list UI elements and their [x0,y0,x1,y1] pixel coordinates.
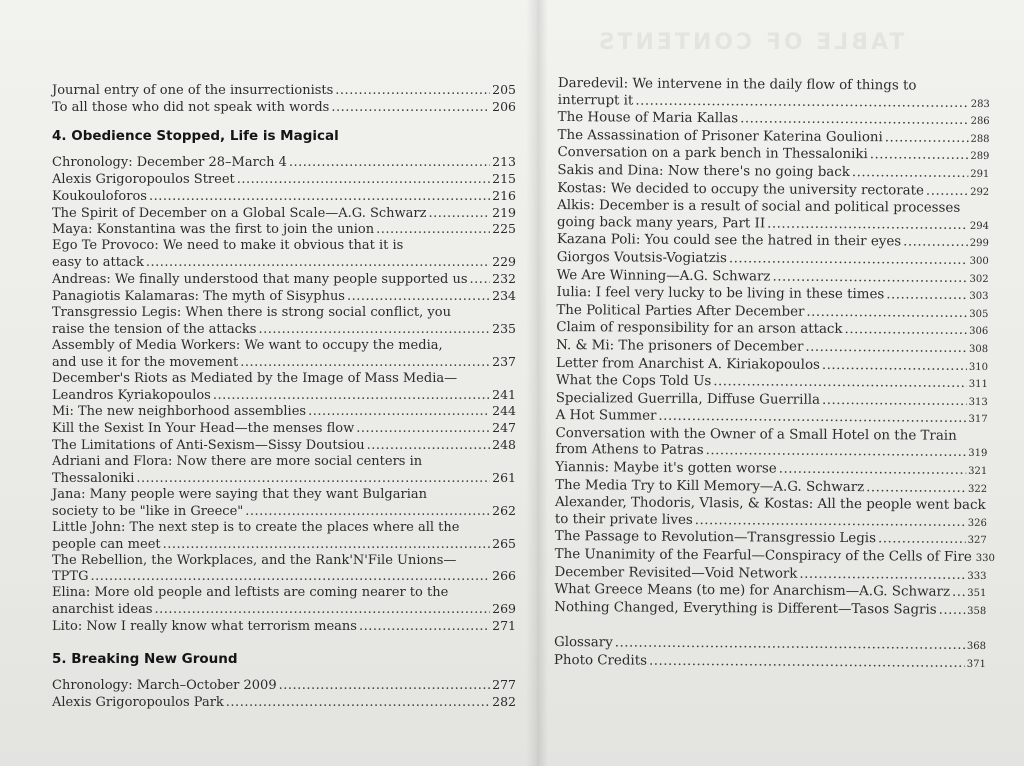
toc-entry-title: Alexis Grigoropoulos Street [52,171,235,187]
dot-leader [845,322,968,339]
toc-entry-title: Andreas: We finally understood that many people supported us [52,272,468,288]
toc-entry-row [52,618,516,635]
dot-leader [359,619,490,635]
toc-entry-title: Conversation on a park bench in Thessaloniki [557,145,868,163]
toc-entry-title: Iulia: I feel very lucky to be living in these times [556,285,885,303]
toc-entry-title: Kill the Sexist In Your Head—the menses flow [52,421,355,437]
toc-entry [557,198,989,235]
toc-page-number: 302 [969,273,989,285]
dot-leader [695,513,966,531]
toc-entry-title-line: Little John: The next step is to create the places where all the [52,519,460,535]
toc-entry [52,188,516,205]
toc-entry-title-line: December's Riots as Mediated by the Image of Mass Media— [52,370,458,386]
toc-entry-row [52,403,516,420]
dot-leader [767,216,968,234]
dot-leader [658,409,966,428]
show-through-heading: TABLE OF CONTENTS [595,30,905,55]
toc-entry-title: Yiannis: Maybe it's gotten worse [555,460,777,477]
section-4-heading: 4. Obedience Stopped, Life is Magical [52,127,339,144]
toc-entry-title: The House of Maria Kallas [557,110,739,127]
toc-page-number: 229 [492,254,516,270]
toc-entry-title: Giorgos Voutsis-Vogiatzis [556,249,728,267]
dot-leader [939,602,966,619]
toc-page-number: 266 [492,568,516,584]
toc-entry-row [52,437,516,454]
toc-entry-title: Claim of responsibility for an arson attack [556,320,843,338]
toc-entry [52,553,516,586]
toc-entry-title: Alexis Grigoropoulos Park [52,695,224,710]
toc-page-number: 235 [492,320,516,336]
toc-page-number: 286 [970,116,990,128]
toc-entry [52,403,516,420]
toc-page-number: 289 [970,151,990,163]
toc-entry-title: Specialized Guerrilla, Diffuse Guerrilla [555,390,821,408]
toc-entry-row [52,420,516,437]
toc-page-number: 216 [492,187,516,203]
toc-page-number: 247 [492,420,516,436]
toc-entry-title-line: Adriani and Flora: Now there are more social centers in [52,454,423,470]
toc-entry-title: Kazana Poli: You could see the hatred in their eyes [556,232,902,250]
toc-page-number: 306 [969,326,989,338]
toc-entry-row [52,221,516,238]
toc-entry-row [52,694,516,711]
dot-leader [822,393,967,411]
section-4-entries [52,154,516,635]
dot-leader [852,165,968,182]
toc-entry-title: to their private lives [554,511,693,528]
toc-entry [52,677,516,694]
toc-page-number: 351 [967,588,987,600]
toc-entry [555,495,987,532]
toc-page-number: 321 [968,465,988,478]
toc-page-number: 215 [492,170,516,186]
toc-page-number: 308 [968,343,989,355]
toc-entry-row [52,271,516,288]
toc-entry-title: Koukouloforos [52,188,147,204]
dot-leader [356,421,490,437]
toc-page-number: 225 [492,221,516,237]
toc-entry-title: interrupt it [557,92,634,109]
toc-entry [555,426,987,463]
toc-page-number: 311 [968,378,988,391]
toc-entry-title: Mi: The new neighborhood assemblies [52,404,307,420]
book-spine-shadow [526,0,548,766]
toc-entry-title: December Revisited—Void Network [554,564,798,582]
dot-leader [240,355,490,371]
toc-entry-row [52,503,516,520]
toc-entry [52,487,516,520]
dot-leader [335,83,490,99]
section-5-heading: 5. Breaking New Ground [52,651,238,668]
toc-entry-title: Nothing Changed, Everything is Different—Tasos Sagris [554,599,937,618]
right-column [553,76,995,674]
toc-entry-row [52,568,516,585]
toc-entry [52,694,516,711]
dot-leader [806,304,967,322]
toc-entry-title: The Media Try to Kill Memory—A.G. Schwarz [555,477,865,495]
dot-leader [136,471,490,487]
right-entries [554,76,995,620]
dot-leader [886,287,967,304]
dot-leader [878,532,966,549]
toc-page-number: 288 [970,133,990,145]
left-column [52,82,516,711]
toc-page-number: 232 [492,271,516,287]
toc-entry [52,420,516,437]
toc-entry-title-line: Conversation with the Owner of a Small Hotel on the Train [555,425,957,444]
toc-page-number: 244 [492,403,516,419]
dot-leader [470,272,491,288]
toc-page-number: 265 [492,535,516,551]
toc-entry-row [52,536,516,553]
toc-entry-title: A Hot Summer [555,408,657,424]
left-top-entries [52,82,516,116]
toc-entry-title-line: Jana: Many people were saying that they want Bulgarian [52,486,427,502]
toc-page-number: 322 [967,483,988,495]
toc-entry [52,585,516,618]
toc-entry-title: Journal entry of one of the insurrectionists [52,83,334,98]
toc-entry [52,99,516,116]
toc-entry [52,288,516,305]
toc-entry [52,371,516,404]
toc-entry [52,338,516,371]
dot-leader [163,537,491,553]
toc-entry-title-line: Transgressio Legis: When there is strong social conflict, you [52,304,451,320]
toc-page-number: 248 [492,437,516,453]
toc-page-number: 271 [492,618,516,634]
dot-leader [226,695,490,711]
dot-leader [822,357,967,375]
toc-entry-title: Panagiotis Kalamaras: The myth of Sisyphus [52,289,345,305]
dot-leader [870,148,969,165]
toc-entry-row [52,288,516,305]
toc-page-number: 277 [492,677,516,693]
toc-page-number: 262 [492,502,516,518]
toc-entry-title-line: Ego Te Provoco: We need to make it obvious that it is [52,238,404,254]
toc-page-number: 269 [492,601,516,617]
toc-entry [52,238,516,271]
toc-entry-title: TPTG [52,569,89,585]
dot-leader [347,289,490,305]
toc-page-number: 317 [968,414,988,426]
toc-page-number: 358 [967,605,987,617]
toc-entry-title: Kostas: We decided to occupy the university rectorate [557,180,925,199]
toc-page-number: 303 [969,291,989,303]
dot-leader [279,678,491,694]
toc-entry-row [52,205,516,222]
toc-page-number: 294 [969,220,989,232]
toc-entry-row [52,321,516,338]
section-5-entries [52,677,516,711]
toc-entry-title: The Assassination of Prisoner Katerina Goulioni [557,127,883,146]
dot-leader [885,130,969,147]
toc-entry-title: We Are Winning—A.G. Schwarz [556,267,771,285]
toc-entry-title: from Athens to Patras [555,442,704,459]
toc-page-number: 319 [968,448,988,460]
toc-page-number: 327 [967,535,987,547]
dot-leader [258,322,490,338]
dot-leader [90,569,490,585]
toc-entry-title-line: Alexander, Thodoris, Vlasis, & Kostas: All the people went back [554,495,986,514]
toc-entry-row [52,387,516,404]
toc-entry-title: society to be "like in Greece" [52,503,244,519]
toc-page-number: 299 [969,238,989,250]
toc-entry [52,82,516,99]
dot-leader [289,155,490,171]
toc-entry-title: raise the tension of the attacks [52,321,257,337]
toc-entry-title-line: The Rebellion, the Workplaces, and the Rank'N'File Unions— [52,552,457,568]
back-matter-entries [554,635,986,673]
toc-page-number: 237 [492,353,516,369]
toc-entry-row [52,171,516,188]
dot-leader [635,93,968,112]
toc-entry-title: Letter from Anarchist A. Kiriakopoulos [555,355,820,373]
dot-leader [428,206,490,222]
toc-entry-title: The Limitations of Anti-Sexism—Sissy Doutsiou [52,438,365,454]
toc-page-number: 261 [492,470,516,486]
toc-entry-title: Chronology: March–October 2009 [52,678,277,694]
toc-entry-title: The Passage to Revolution—Transgressio Legis [554,529,877,547]
toc-page-number: 305 [969,308,989,320]
toc-page-number: 326 [967,517,987,529]
dot-leader [331,100,490,116]
toc-entry-title: N. & Mi: The prisoners of December [556,337,804,355]
toc-page-number: 371 [966,658,986,671]
toc-entry-title: easy to attack [52,255,144,271]
dot-leader [772,269,967,287]
toc-entry-title: What the Cops Told Us [555,373,712,390]
dot-leader [729,251,968,269]
toc-entry [52,520,516,553]
dot-leader [649,654,965,673]
toc-entry [558,76,990,113]
dot-leader [367,438,490,454]
dot-leader [245,504,490,520]
dot-leader [615,636,965,655]
toc-entry-row [52,82,516,99]
toc-entry-title: Photo Credits [553,652,648,669]
dot-leader [799,566,965,584]
toc-entry-title: Lito: Now I really know what terrorism means [52,619,357,635]
toc-entry [52,437,516,454]
toc-entry-title: and use it for the movement [52,354,239,370]
dot-leader [706,444,967,462]
toc-entry-row [52,254,516,271]
dot-leader [740,111,969,129]
dot-leader [213,388,490,404]
dot-leader [779,462,967,480]
toc-entry-title: To all those who did not speak with words [52,99,330,115]
toc-page-number: 213 [492,153,516,169]
toc-page-number: 206 [492,98,516,114]
dot-leader [237,172,490,188]
dot-leader [926,183,968,200]
toc-entry-title-line: Assembly of Media Workers: We want to occupy the media, [52,337,443,353]
toc-page-number: 333 [967,570,987,582]
toc-entry [52,305,516,338]
toc-entry [52,205,516,222]
toc-entry [52,221,516,238]
toc-entry-title: The Unanimity of the Fearful—Conspiracy of the Cells of Fire [554,547,972,565]
toc-entry-row [52,188,516,205]
toc-entry-title: Chronology: December 28–March 4 [52,154,287,170]
toc-entry [52,618,516,635]
toc-entry-title: people can meet [52,536,161,552]
toc-entry-row [52,601,516,618]
toc-page-number: 330 [975,552,995,565]
dot-leader [146,255,490,271]
toc-entry-row [52,470,516,487]
toc-page-number: 241 [492,386,516,402]
dot-leader [805,340,967,358]
toc-entry-title: Sakis and Dina: Now there's no going back [557,162,850,181]
toc-entry-title: Thessaloniki [52,471,135,487]
toc-page-number: 234 [492,288,516,304]
toc-entry-row [52,354,516,371]
toc-entry-title: The Political Parties After December [556,302,805,320]
dot-leader [155,602,491,618]
toc-entry [52,154,516,171]
toc-page-number: 205 [492,82,516,97]
dot-leader [903,235,968,252]
toc-entry-row [554,653,986,674]
toc-entry-title: Glossary [553,635,613,651]
toc-page-number: 292 [970,186,990,198]
toc-entry-title: Maya: Konstantina was the first to join the union [52,222,375,238]
toc-page-number: 368 [966,641,987,653]
dot-leader [866,480,966,497]
toc-page-number: 310 [968,361,989,373]
toc-entry-title: going back many years, Part II [556,214,766,232]
toc-entry-title-line: Alkis: December is a result of social and political processes [557,198,961,216]
toc-entry-row [52,99,516,116]
toc-entry-title: Leandros Kyriakopoulos [52,387,211,403]
dot-leader [713,374,967,392]
dot-leader [149,189,490,205]
toc-entry-title-line: Elina: More old people and leftists are coming nearer to the [52,585,449,601]
toc-entry [52,171,516,188]
toc-page-number: 283 [970,98,990,110]
toc-entry [554,653,986,674]
toc-page-number: 291 [970,168,990,180]
toc-entry [52,271,516,288]
dot-leader [952,585,965,602]
toc-entry-title: What Greece Means (to me) for Anarchism—A.G. Schwarz [554,582,951,600]
toc-entry-title: The Spirit of December on a Global Scale—A.G. Schwarz [52,205,427,221]
dot-leader [376,222,490,238]
toc-entry-title: anarchist ideas [52,602,153,618]
toc-page-number: 300 [969,255,989,267]
toc-page-number: 282 [492,694,516,709]
toc-entry-row [52,154,516,171]
toc-entry [52,454,516,487]
toc-entry-title-line: Daredevil: We intervene in the daily flow of things to [557,76,917,94]
toc-page-number: 219 [492,204,516,220]
dot-leader [308,404,490,420]
toc-entry-row [52,677,516,694]
toc-page-number: 313 [968,396,988,408]
